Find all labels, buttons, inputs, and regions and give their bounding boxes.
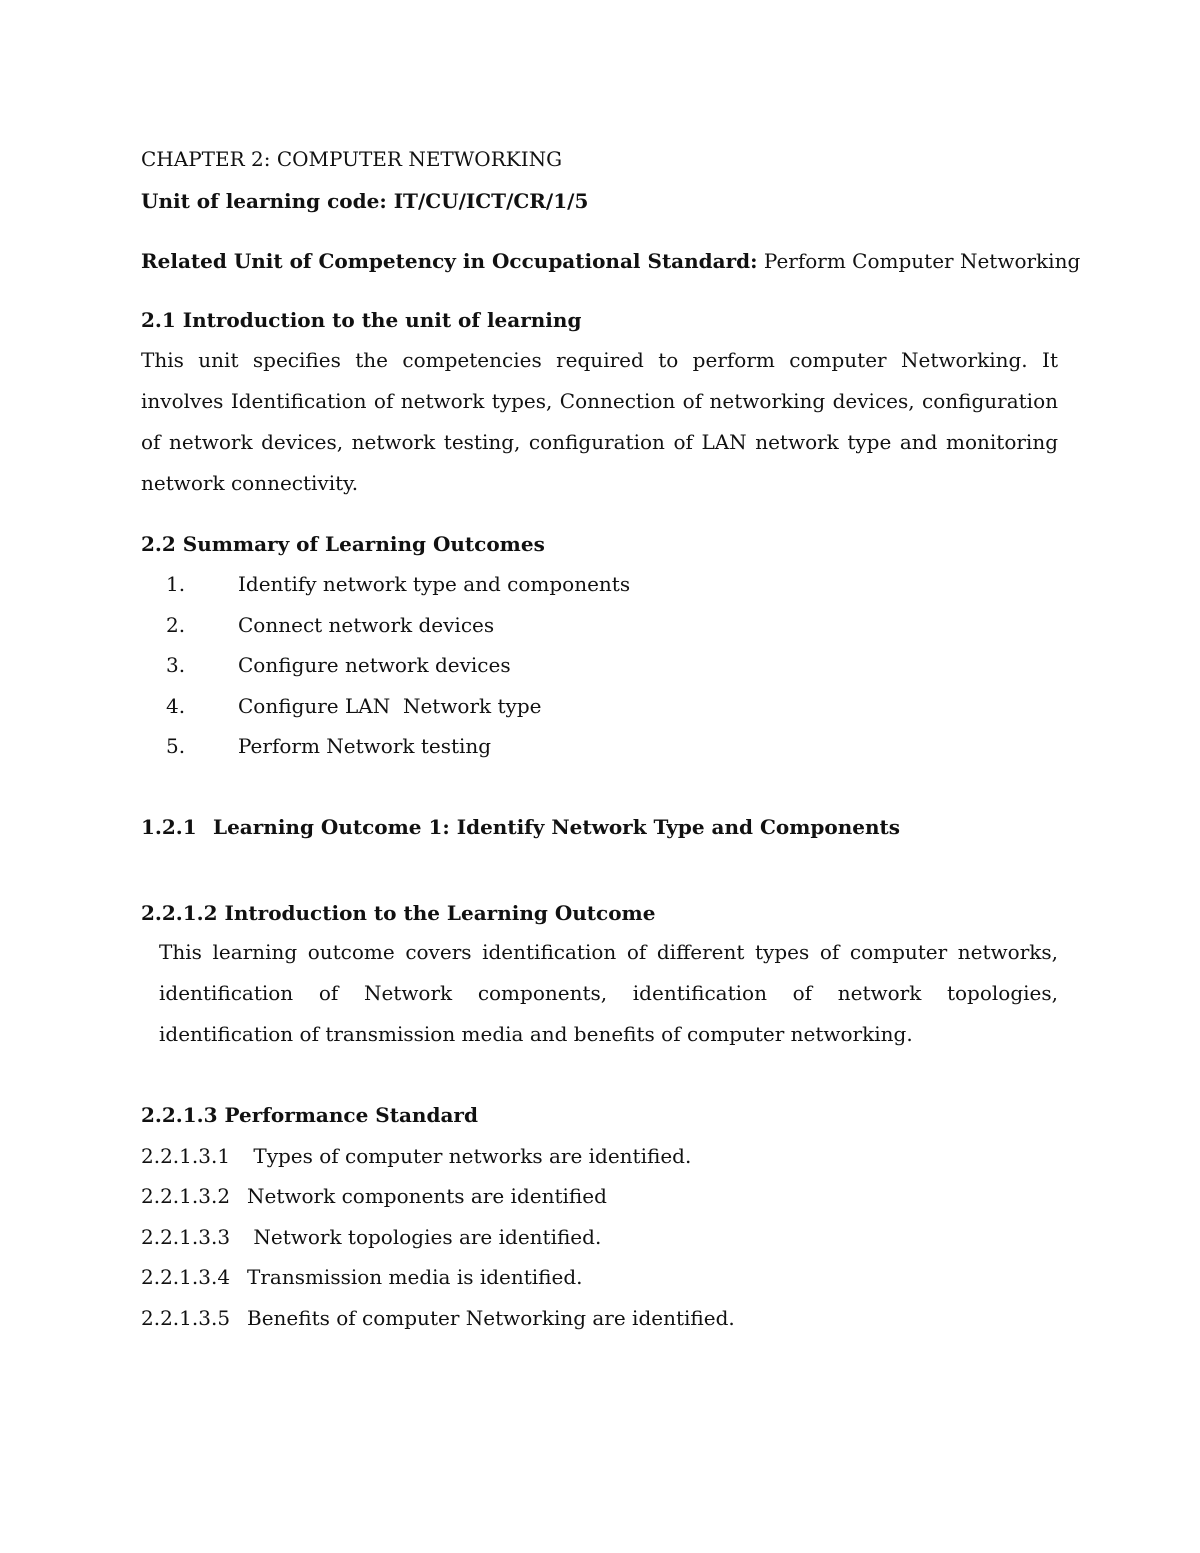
section-2-2-1-2-heading: 2.2.1.2 Introduction to the Learning Outcome: [141, 901, 656, 925]
list-item-number: 2.2.1.3.1: [141, 1144, 231, 1168]
list-item-number: 2.2.1.3.2: [141, 1184, 231, 1208]
list-item-number: 3.: [166, 653, 186, 677]
list-item-text: Transmission media is identified.: [247, 1265, 583, 1289]
list-item: [141, 1223, 601, 1251]
list-item-text: Identify network type and components: [238, 572, 631, 596]
section-2-2-1-2-body-text: This learning outcome covers identification of different types of computer networks, identification of Network components, identification of network topologies, identification of transmission media and benefits of computer networking.: [159, 940, 1058, 1046]
section-2-2-heading: 2.2 Summary of Learning Outcomes: [141, 532, 545, 556]
learning-outcome-1-number: 1.2.1: [141, 815, 197, 839]
section-2-1-body-text: This unit specifies the competencies required to perform computer Networking. It involves Identification of network types, Connection of networking devices, configuration of network devices, network testing, configuration of LAN network type and monitoring network connectivity.: [141, 348, 1058, 495]
list-item: [141, 1304, 735, 1332]
list-item-text: Types of computer networks are identified.: [247, 1144, 692, 1168]
list-item: [166, 570, 630, 598]
learning-outcome-1-heading: [141, 813, 900, 841]
chapter-title: CHAPTER 2: COMPUTER NETWORKING: [141, 147, 563, 171]
list-item: [141, 1182, 607, 1210]
list-item-number: 2.2.1.3.3: [141, 1225, 231, 1249]
list-item-text: Configure network devices: [238, 653, 511, 677]
unit-code: Unit of learning code: IT/CU/ICT/CR/1/5: [141, 189, 589, 213]
list-item-number: 4.: [166, 694, 186, 718]
related-unit: [141, 247, 1080, 275]
section-2-2-1-3-heading: 2.2.1.3 Performance Standard: [141, 1103, 478, 1127]
section-2-2-1-2-body: [159, 932, 1058, 1055]
learning-outcome-1-title: Learning Outcome 1: Identify Network Type and Components: [213, 815, 901, 839]
list-item-number: 5.: [166, 734, 186, 758]
related-unit-value: Perform Computer Networking: [757, 249, 1081, 273]
list-item: [166, 651, 511, 679]
list-item-text: Configure LAN Network type: [238, 694, 542, 718]
list-item: [141, 1142, 691, 1170]
list-item-number: 2.2.1.3.5: [141, 1306, 231, 1330]
list-item-number: 1.: [166, 572, 186, 596]
section-2-1-heading: 2.1 Introduction to the unit of learning: [141, 308, 582, 332]
related-unit-label: Related Unit of Competency in Occupational Standard:: [141, 249, 758, 273]
list-item-text: Network topologies are identified.: [247, 1225, 602, 1249]
list-item: [166, 692, 542, 720]
list-item-text: Perform Network testing: [238, 734, 492, 758]
list-item-text: Benefits of computer Networking are identified.: [247, 1306, 735, 1330]
list-item: [141, 1263, 583, 1291]
list-item-text: Connect network devices: [238, 613, 495, 637]
list-item-number: 2.: [166, 613, 186, 637]
list-item: [166, 732, 491, 760]
list-item-text: Network components are identified: [247, 1184, 607, 1208]
list-item: [166, 611, 494, 639]
list-item-number: 2.2.1.3.4: [141, 1265, 231, 1289]
section-2-1-body: [141, 340, 1058, 504]
